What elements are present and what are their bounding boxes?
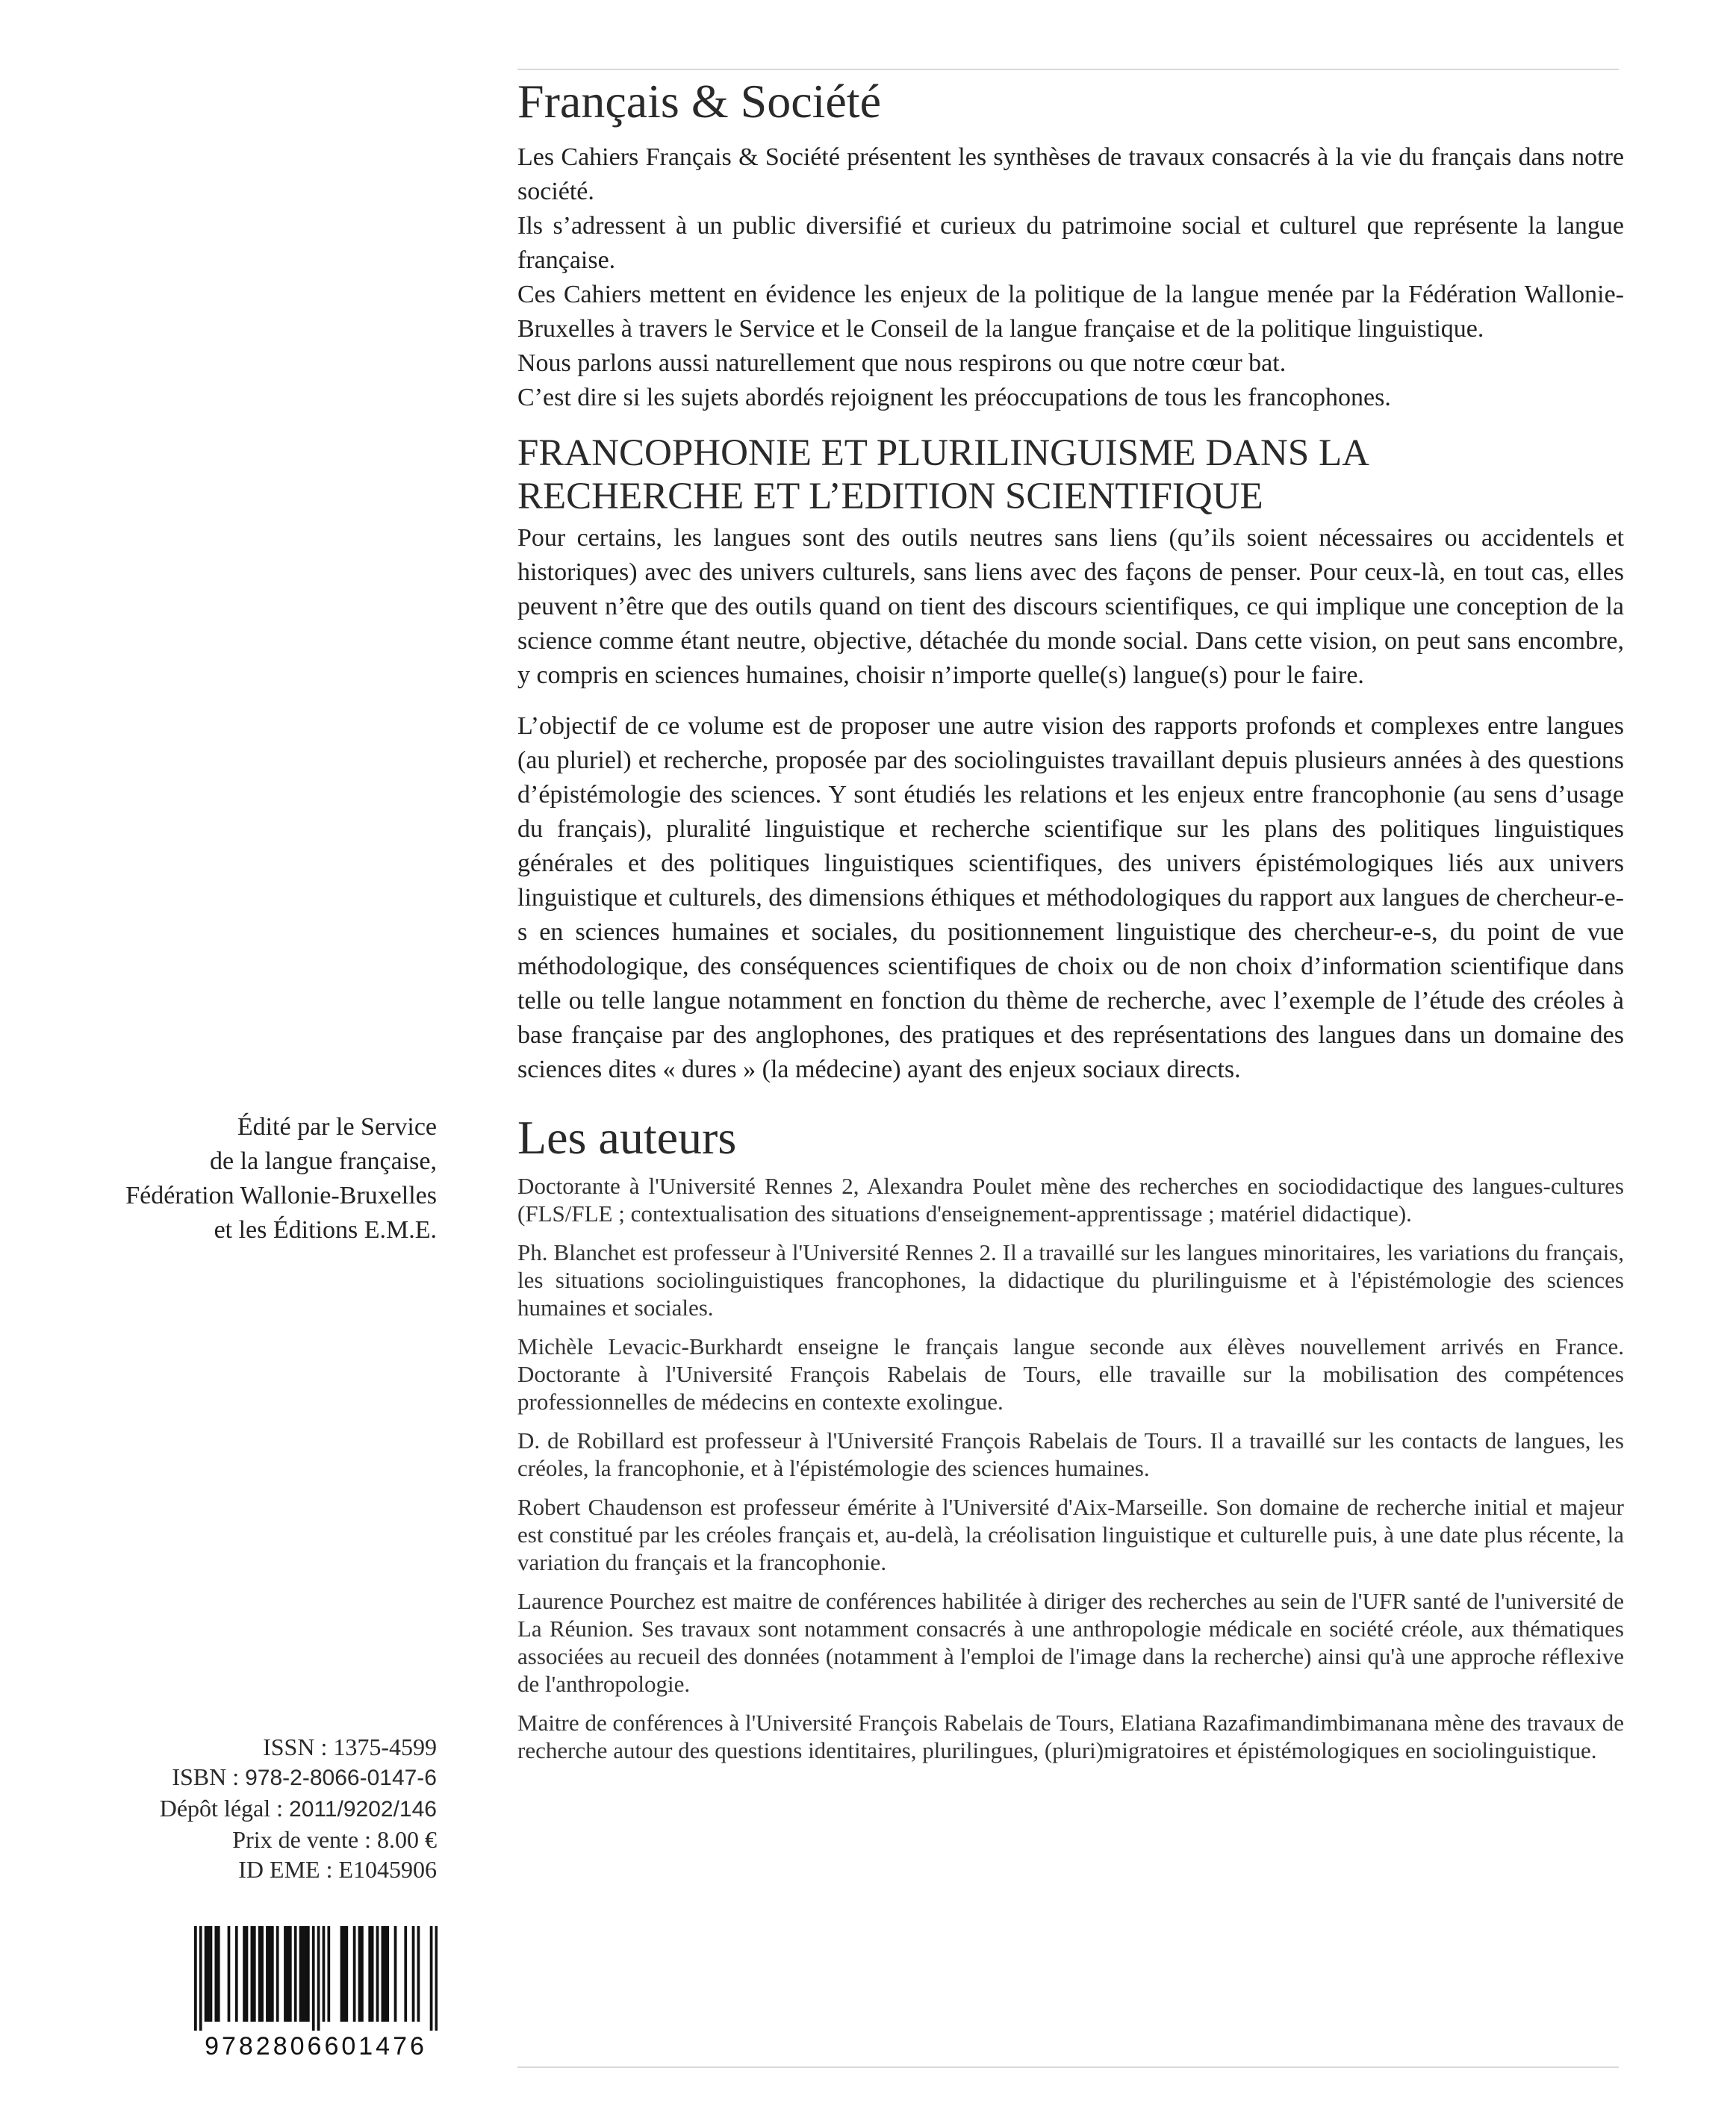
barcode-bar [404, 1926, 407, 2022]
book-title-line: RECHERCHE ET L’EDITION SCIENTIFIQUE [517, 476, 1263, 517]
book-summary [517, 521, 1624, 1087]
issn-row [160, 1732, 437, 1762]
barcode-bar [368, 1926, 371, 2022]
price-label: Prix de vente : [232, 1826, 377, 1853]
barcode-bar [361, 1926, 364, 2022]
book-title [517, 432, 1624, 518]
price-value: 8.00 € [377, 1826, 437, 1853]
issn-label: ISSN : [263, 1734, 334, 1760]
barcode-bar [271, 1926, 274, 2022]
barcode-bar [384, 1926, 387, 2022]
publisher-block [125, 1110, 437, 1247]
barcode-bar [353, 1926, 356, 2022]
author-bio: Doctorante à l'Université Rennes 2, Alexandra Poulet mène des recherches en sociodidactique des langues-cultures (FLS/FLE ; contextualisation des situations d'enseignement-apprentissage ; matériel didactique). [517, 1173, 1624, 1227]
publisher-info [125, 1110, 437, 1247]
id-row [160, 1854, 437, 1884]
series-description-line: Ces Cahiers mettent en évidence les enjeux de la politique de la langue menée par la Fédération Wallonie-Bruxelles à travers le Service et le Conseil de la langue française et de la politique linguistique. [517, 281, 1624, 343]
series-description-line: Nous parlons aussi naturellement que nous respirons ou que notre cœur bat. [517, 349, 1287, 377]
barcode-bar [417, 1926, 420, 2022]
series-title: Français & Société [517, 75, 881, 128]
issn-value: 1375-4599 [333, 1734, 437, 1760]
author-bio: Ph. Blanchet est professeur à l'Université Rennes 2. Il a travaillé sur les langues minoritaires, les variations du français, les situations sociolinguistiques francophones, la didactique du plurilinguisme et à l'épistémologie des sciences humaines et sociales. [517, 1239, 1624, 1321]
barcode-bar [205, 1926, 208, 2022]
author-bio: Michèle Levacic-Burkhardt enseigne le français langue seconde aux élèves nouvellement arrivés en France. Doctorante à l'Université François Rabelais de Tours, elle travaille sur la mobilisation des compétences professionnelles de médecins en contexte exolingue. [517, 1333, 1624, 1415]
barcode-bar [214, 1926, 217, 2022]
barcode-bar [287, 1926, 290, 2022]
barcode-bar [307, 1926, 310, 2022]
series-description-line: Les Cahiers Français & Société présentent les synthèses de travaux consacrés à la vie du français dans notre société. [517, 143, 1624, 205]
publisher-line: de la langue française, [210, 1147, 437, 1175]
author-bio: Laurence Pourchez est maitre de conférences habilitée à diriger des recherches au sein de l'UFR santé de l'université de La Réunion. Ses travaux sont notamment consacrés à une anthropologie médicale en société créole, aux thématiques associées au recueil des données (notamment à l'emploi de l'image dans la recherche) ainsi qu'à une approche réflexive de l'anthropologie. [517, 1588, 1624, 1697]
price-row [160, 1825, 437, 1854]
depot-label: Dépôt légal : [159, 1795, 290, 1822]
author-bio: Maitre de conférences à l'Université François Rabelais de Tours, Elatiana Razafimandimbimanana mène des travaux de recherche autour des questions identitaires, plurilingues, (pluri)migratoires et épistémologiques en sociolinguistique. [517, 1710, 1624, 1763]
authors-title: Les auteurs [517, 1111, 737, 1164]
barcode-bar [210, 1926, 213, 2022]
barcode-bar [294, 1926, 297, 2022]
summary-paragraph: Pour certains, les langues sont des outils neutres sans liens (qu’ils soient nécessaires ou accidentels et historiques) avec des univers culturels, sans liens avec des façons de penser. Pour ceux-là, en tout cas, elles peuvent n’être que des outils quand on tient des discours scientifiques, ce qui implique une conception de la science comme étant neutre, objective, détachée du monde social. Dans cette vision, on peut sans encombre, y compris en sciences humaines, choisir n’importe quelle(s) langue(s) pour le faire. [517, 524, 1624, 689]
barcode-bar [246, 1926, 249, 2022]
barcode-bar [430, 1926, 433, 2031]
id-value: E1045906 [338, 1856, 437, 1883]
barcode-bar [217, 1926, 220, 2022]
isbn-value: 978-2-8066-0147-6 [245, 1766, 437, 1790]
series-description-line: Ils s’adressent à un public diversifié et curieux du patrimoine social et culturel que représente la langue française. [517, 212, 1624, 274]
barcode-bar [302, 1926, 305, 2022]
barcode-bar [207, 1926, 210, 2022]
barcode-bar [386, 1926, 389, 2022]
id-label: ID EME : [238, 1856, 339, 1883]
barcode-bar [253, 1926, 256, 2022]
barcode-bar [312, 1926, 315, 2031]
author-bio: D. de Robillard est professeur à l'Université François Rabelais de Tours. Il a travaillé sur les contacts de langues, les créoles, la francophonie, et à l'épistémologie des sciences humaines. [517, 1427, 1624, 1481]
barcode-bar [394, 1926, 397, 2022]
barcode-bar [376, 1926, 379, 2022]
depot-row [160, 1793, 437, 1825]
main-column [517, 73, 1624, 1775]
barcode-bar [289, 1926, 292, 2022]
barcode-bar [340, 1926, 343, 2022]
barcode-bar [317, 1926, 320, 2031]
series-description [517, 140, 1624, 415]
book-title-line: FRANCOPHONIE ET PLURILINGUISME DANS LA [517, 432, 1369, 474]
summary-paragraph: L’objectif de ce volume est de proposer une autre vision des rapports profonds et complexes entre langues (au pluriel) et recherche, proposée par des sociolinguistes travaillant depuis plusieurs années à des questions d’épistémologie des sciences. Y sont étudiés les relations et les enjeux entre francophonie (au sens d’usage du français), pluralité linguistique et recherche scientifique sur les plans des politiques linguistiques générales et des politiques linguistiques scientifiques, des univers épistémologiques liés aux univers linguistique et culturels, des dimensions éthiques et méthodologiques du rapport aux langues de chercheur-e-s en sciences humaines et sociales, du positionnement linguistique des chercheur-e-s, du point de vue méthodologique, des conséquences scientifiques de choix ou de non choix d’information scientifique dans telle ou telle langue notamment en fonction du thème de recherche, avec l’exemple de l’étude des créoles à base française par des anglophones, des pratiques et des représentations des langues dans un domaine des sciences dites « dures » (la médecine) ayant des enjeux sociaux directs. [517, 712, 1624, 1083]
barcode-bar [343, 1926, 346, 2022]
book-metadata [160, 1732, 437, 1884]
barcode-bar [327, 1926, 330, 2022]
publisher-line: Fédération Wallonie-Bruxelles [125, 1182, 437, 1209]
depot-value: 2011/9202/146 [289, 1797, 437, 1822]
barcode-bar [266, 1926, 269, 2022]
barcode-bar [194, 1926, 197, 2031]
barcode-bar [284, 1926, 287, 2022]
barcode-bar [305, 1926, 308, 2022]
barcode [194, 1926, 438, 2061]
barcode-bar [228, 1926, 231, 2022]
top-rule [517, 69, 1619, 70]
isbn-label: ISBN : [172, 1763, 246, 1790]
barcode-bar [382, 1926, 385, 2022]
barcode-bar [412, 1926, 415, 2022]
series-description-line: C’est dire si les sujets abordés rejoignent les préoccupations de tous les francophones. [517, 384, 1391, 411]
barcode-bar [258, 1926, 261, 2022]
bottom-rule [517, 2066, 1619, 2068]
barcode-digits: 9782806601476 [205, 2032, 427, 2061]
barcode-bars [194, 1926, 438, 2031]
barcode-bar [250, 1926, 253, 2022]
publisher-line: Édité par le Service [237, 1113, 437, 1141]
isbn-row [160, 1762, 437, 1793]
barcode-bar [199, 1926, 202, 2031]
barcode-bar [323, 1926, 326, 2022]
barcode-bar [435, 1926, 438, 2031]
barcode-bar [243, 1926, 246, 2022]
barcode-bar [269, 1926, 272, 2022]
barcode-bar [371, 1926, 374, 2022]
authors-list [517, 1172, 1624, 1764]
barcode-bar [345, 1926, 348, 2022]
barcode-bar [299, 1926, 302, 2022]
publisher-line: et les Éditions E.M.E. [214, 1216, 437, 1244]
barcode-bar [235, 1926, 238, 2022]
barcode-bar [276, 1926, 279, 2022]
barcode-bar [358, 1926, 361, 2022]
author-bio: Robert Chaudenson est professeur émérite à l'Université d'Aix-Marseille. Son domaine de recherche initial et majeur est constitué par les créoles français et, au-delà, la créolisation linguistique et culturelle puis, à une date plus récente, la variation du français et la francophonie. [517, 1494, 1624, 1575]
barcode-bar [261, 1926, 264, 2022]
